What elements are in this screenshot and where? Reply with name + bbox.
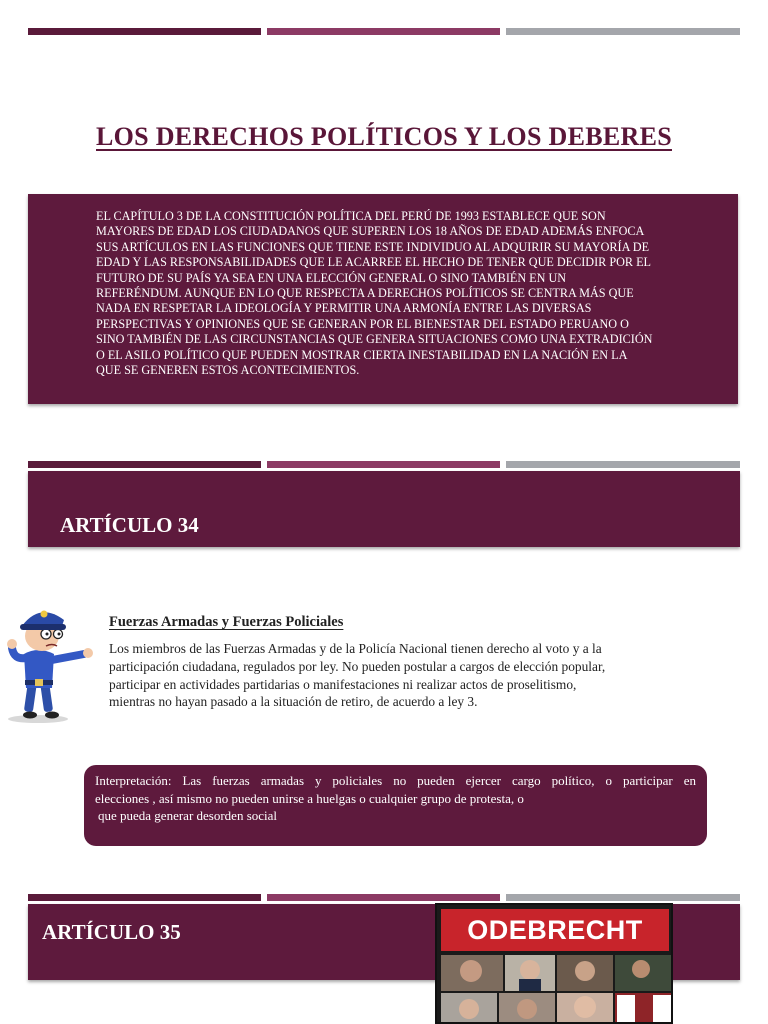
interpretation-line: Interpretación: Las fuerzas armadas y policiales no pueden ejercer cargo político, o participar en <box>95 773 696 788</box>
page-title: LOS DERECHOS POLÍTICOS Y LOS DEBERES <box>96 122 672 151</box>
section-stripe-grey <box>506 461 740 468</box>
section-stripe-dark <box>28 461 261 468</box>
interpretation-box <box>84 765 707 846</box>
bottom-stripe-dark <box>28 894 261 901</box>
top-stripe-grey <box>506 28 740 35</box>
article-35-title: ARTÍCULO 35 <box>42 920 181 944</box>
intro-line: O EL ASILO POLÍTICO QUE PUEDEN MOSTRAR CIERTA INESTABILIDAD EN LA NACIÓN EN LA <box>96 347 628 362</box>
intro-line: PERSPECTIVAS Y OPINIONES QUE SE GENERAN POR EL BIENESTAR DEL ESTADO PERUANO O <box>96 316 629 331</box>
article-34-line: participación ciudadana, regulados por ley. No pueden postular a cargos de elección popular, <box>109 658 606 674</box>
intro-line: SINO TAMBIÉN DE LAS CIRCUNSTANCIAS QUE GENERA SITUACIONES COMO UNA EXTRADICIÓN <box>96 332 653 347</box>
odebrecht-photo <box>435 903 673 1024</box>
photo-banner-text: ODEBRECHT <box>441 909 669 951</box>
article-34-line: Los miembros de las Fuerzas Armadas y de la Policía Nacional tienen derecho al voto y a la <box>109 641 602 656</box>
intro-line: REFERÉNDUM. AUNQUE EN LO QUE RESPECTA A DERECHOS POLÍTICOS SE CENTRA MÁS QUE <box>96 286 634 301</box>
article-34-line: participar en actividades partidarias o manifestaciones ni realizar actos de proselitismo, <box>109 676 577 692</box>
section-stripe-mid <box>267 461 500 468</box>
intro-line: EL CAPÍTULO 3 DE LA CONSTITUCIÓN POLÍTICA DEL PERÚ DE 1993 ESTABLECE QUE SON <box>96 209 606 223</box>
bottom-stripe-grey <box>506 894 740 901</box>
intro-text <box>96 209 686 378</box>
intro-line: FUTURO DE SU PAÍS YA SEA EN UNA ELECCIÓN GENERAL O SINO TAMBIÉN EN UN <box>96 270 567 285</box>
article-34-line: mientras no hayan pasado a la situación de retiro, de acuerdo a ley 3. <box>109 694 478 710</box>
interpretation-line: que pueda generar desorden social <box>98 808 278 823</box>
top-stripe-dark <box>28 28 261 35</box>
intro-line: SUS ARTÍCULOS EN LAS FUNCIONES QUE TIENE ESTE INDIVIDUO AL ADQUIRIR SU MAYORÍA DE <box>96 239 650 254</box>
article-34-title: ARTÍCULO 34 <box>60 513 199 537</box>
bottom-stripe-mid <box>267 894 500 901</box>
intro-line: QUE SE GENEREN ESTOS ACONTECIMIENTOS. <box>96 363 360 378</box>
intro-line: MAYORES DE EDAD LOS CIUDADANOS QUE SUPEREN LOS 18 AÑOS DE EDAD ADEMÁS ENFOCA <box>96 224 645 239</box>
photo-collage <box>441 955 671 1024</box>
police-officer-icon <box>2 596 102 726</box>
article-34-bar <box>28 471 740 547</box>
interpretation-line: elecciones , así mismo no pueden unirse a huelgas o cualquier grupo de protesta, o <box>95 790 524 806</box>
intro-line: EDAD Y LAS RESPONSABILIDADES QUE LE ACARREE EL HECHO DE TENER QUE DECIDIR POR EL <box>96 255 651 270</box>
article-34-heading: Fuerzas Armadas y Fuerzas Policiales <box>109 614 344 630</box>
article-34-body <box>109 640 654 711</box>
intro-line: NADA EN RESPETAR LA IDEOLOGÍA Y PERMITIR UNA ARMONÍA ENTRE LAS DIVERSAS <box>96 301 592 316</box>
intro-panel <box>28 194 738 404</box>
top-stripe-mid <box>267 28 500 35</box>
